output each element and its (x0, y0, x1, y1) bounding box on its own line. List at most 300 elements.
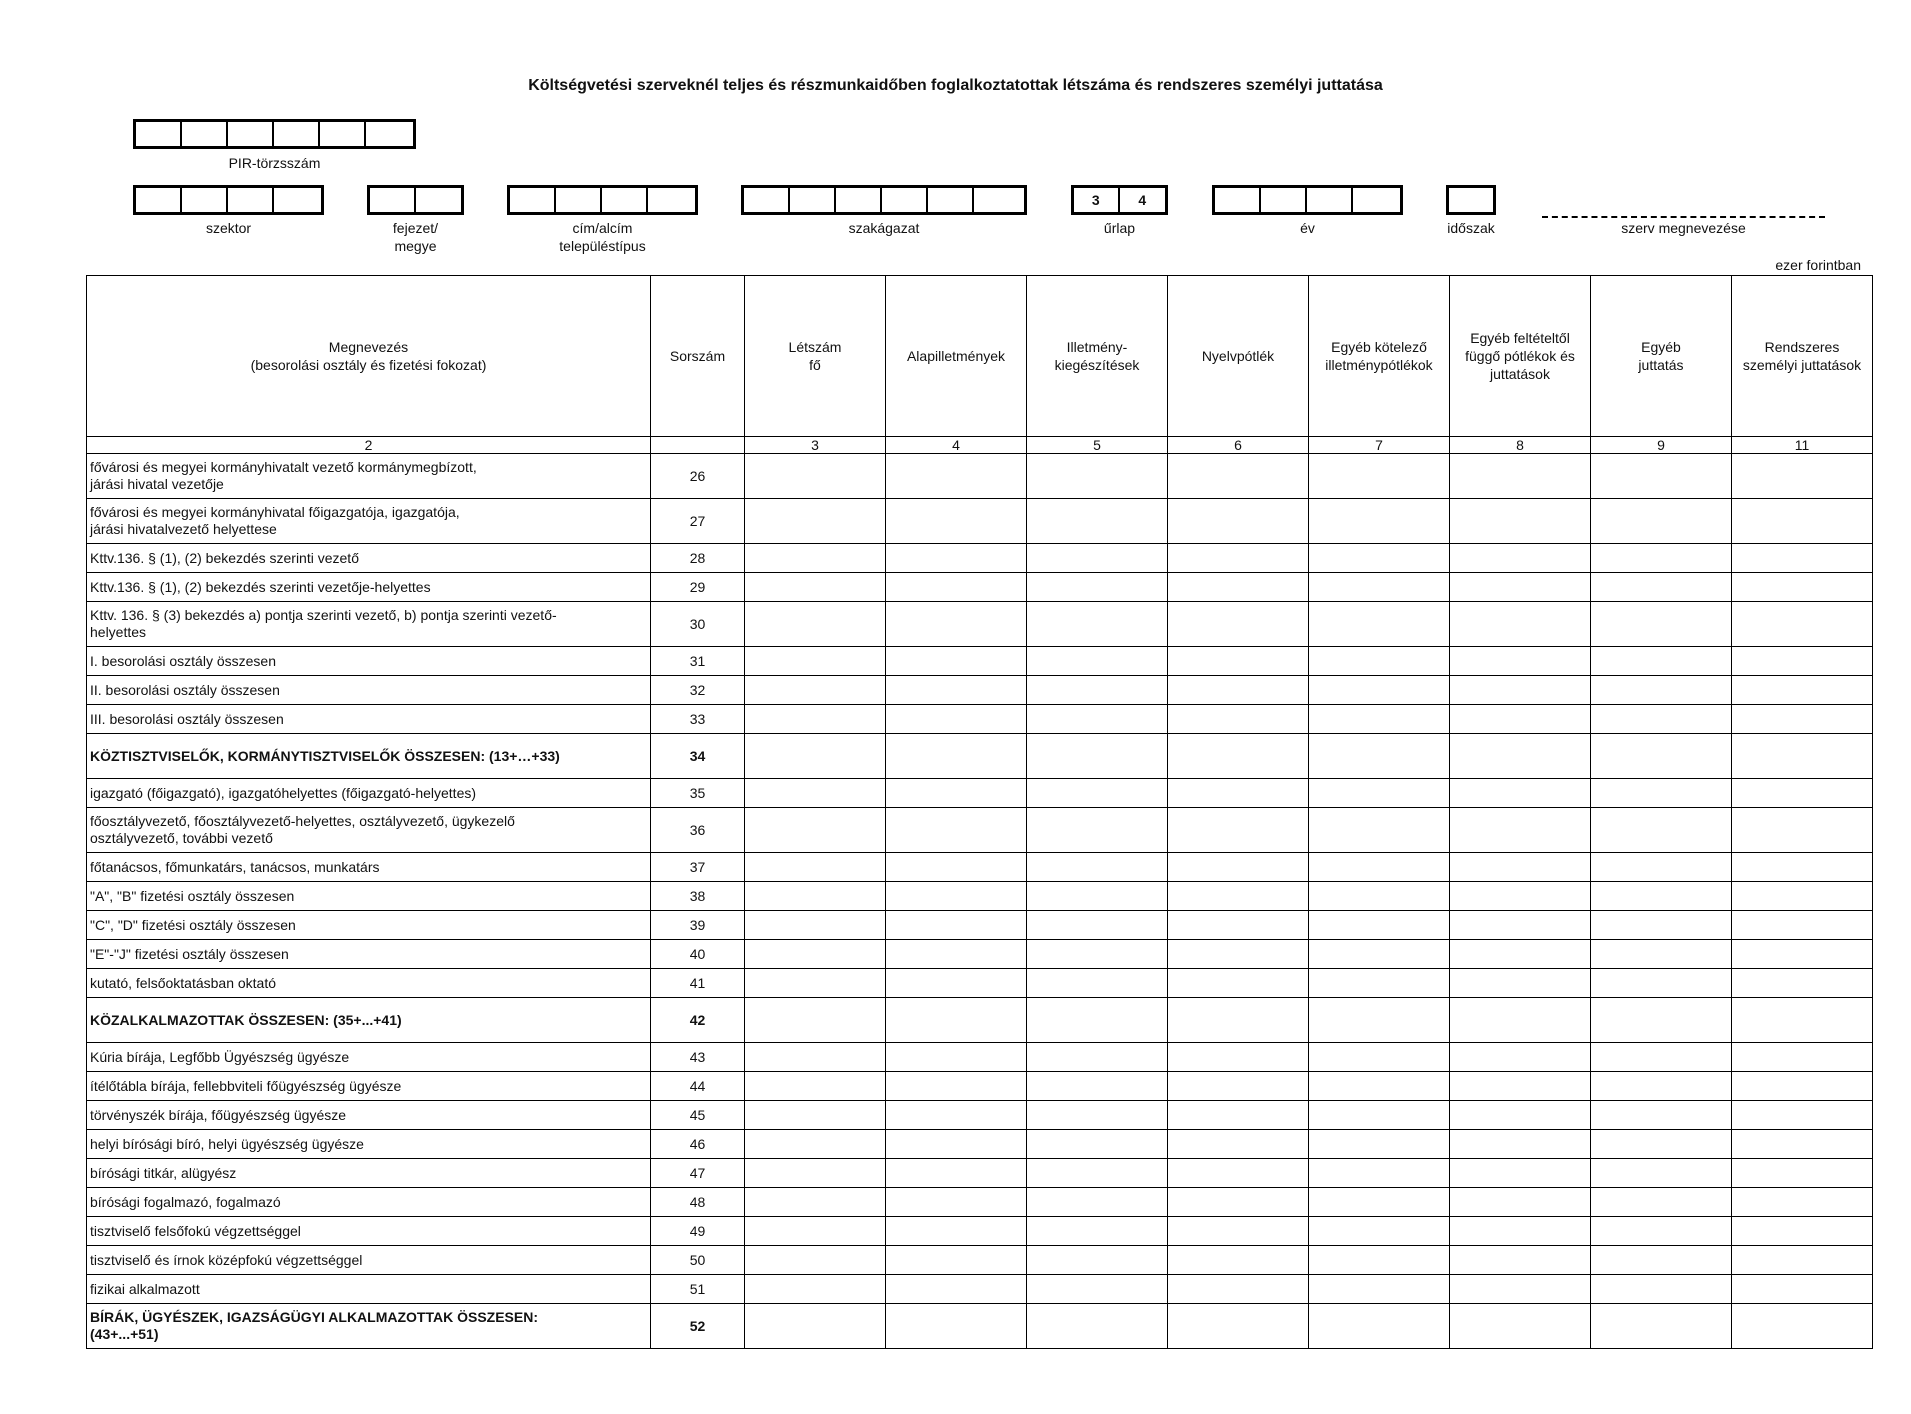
table-row (87, 940, 1873, 969)
value-cell[interactable] (1309, 1217, 1450, 1246)
value-cell[interactable] (1168, 808, 1309, 853)
unit-label: ezer forintban (1775, 257, 1861, 273)
value-cell[interactable] (1027, 853, 1168, 882)
row-label: "E"-"J" fizetési osztály összesen (87, 940, 651, 969)
row-number: 29 (651, 573, 745, 602)
value-cell[interactable] (1309, 998, 1450, 1043)
value-cell[interactable] (1732, 1217, 1873, 1246)
value-cell[interactable] (1591, 998, 1732, 1043)
value-cell[interactable] (745, 1043, 886, 1072)
szakagazat-boxes[interactable] (741, 185, 1027, 215)
value-cell[interactable] (1591, 1188, 1732, 1217)
value-cell[interactable] (1450, 454, 1591, 499)
fejezet-label-line1: fejezet/ (392, 220, 439, 236)
value-cell[interactable] (1168, 853, 1309, 882)
value-cell[interactable] (1309, 1043, 1450, 1072)
value-cell[interactable] (1309, 705, 1450, 734)
value-cell[interactable] (886, 779, 1027, 808)
pir-label: PIR-törzsszám (228, 155, 321, 171)
value-cell[interactable] (1591, 1101, 1732, 1130)
value-cell[interactable] (886, 602, 1027, 647)
value-cell[interactable] (1450, 853, 1591, 882)
value-cell[interactable] (886, 911, 1027, 940)
fejezet-label-line2: megye (394, 238, 437, 254)
value-cell[interactable] (886, 1043, 1027, 1072)
row-number: 32 (651, 676, 745, 705)
szektor-boxes[interactable] (133, 185, 324, 215)
value-cell[interactable] (1450, 1188, 1591, 1217)
value-cell[interactable] (1450, 1159, 1591, 1188)
value-cell[interactable] (1450, 1304, 1591, 1349)
row-label: fizikai alkalmazott (87, 1275, 651, 1304)
row-label: törvényszék bírája, főügyészség ügyésze (87, 1101, 651, 1130)
column-index: 11 (1732, 437, 1873, 454)
row-label: főosztályvezető, főosztályvezető-helyettes, osztályvezető, ügykezelő osztályvezető, további vezető (87, 808, 651, 853)
value-cell[interactable] (1168, 1217, 1309, 1246)
cim-label-line2: településtípus (559, 238, 646, 254)
value-cell[interactable] (1591, 779, 1732, 808)
table-row (87, 676, 1873, 705)
row-label: II. besorolási osztály összesen (87, 676, 651, 705)
row-label: bírósági titkár, alügyész (87, 1159, 651, 1188)
table-row (87, 998, 1873, 1043)
value-cell[interactable] (1591, 940, 1732, 969)
value-cell[interactable] (886, 1304, 1027, 1349)
value-cell[interactable] (1168, 647, 1309, 676)
urlap-digit-2: 4 (1138, 192, 1147, 208)
value-cell[interactable] (1309, 647, 1450, 676)
value-cell[interactable] (745, 676, 886, 705)
table-row (87, 1159, 1873, 1188)
ev-boxes[interactable] (1212, 185, 1403, 215)
row-number: 39 (651, 911, 745, 940)
value-cell[interactable] (1027, 1304, 1168, 1349)
value-cell[interactable] (1027, 499, 1168, 544)
value-cell[interactable] (1027, 454, 1168, 499)
value-cell[interactable] (1591, 1072, 1732, 1101)
value-cell[interactable] (1168, 998, 1309, 1043)
value-cell[interactable] (886, 1188, 1027, 1217)
cim-label (507, 219, 698, 255)
row-number: 47 (651, 1159, 745, 1188)
value-cell[interactable] (1027, 676, 1168, 705)
urlap-digit-1: 3 (1074, 188, 1120, 212)
value-cell[interactable] (1027, 1246, 1168, 1275)
value-cell[interactable] (1591, 454, 1732, 499)
value-cell[interactable] (745, 1072, 886, 1101)
value-cell[interactable] (1168, 676, 1309, 705)
row-number: 40 (651, 940, 745, 969)
value-cell[interactable] (1450, 882, 1591, 911)
value-cell[interactable] (1450, 647, 1591, 676)
value-cell[interactable] (886, 969, 1027, 998)
column-header: Illetmény- kiegészítések (1027, 276, 1168, 437)
column-index: 9 (1591, 437, 1732, 454)
value-cell[interactable] (1591, 573, 1732, 602)
idoszak-box[interactable] (1446, 185, 1496, 215)
value-cell[interactable] (745, 853, 886, 882)
cim-label-line1: cím/alcím (572, 220, 633, 236)
value-cell[interactable] (745, 573, 886, 602)
value-cell[interactable] (1732, 1246, 1873, 1275)
column-index: 6 (1168, 437, 1309, 454)
value-cell[interactable] (1450, 544, 1591, 573)
value-cell[interactable] (1027, 808, 1168, 853)
value-cell[interactable] (745, 1217, 886, 1246)
value-cell[interactable] (1591, 853, 1732, 882)
row-label: helyi bírósági bíró, helyi ügyészség ügyésze (87, 1130, 651, 1159)
value-cell[interactable] (745, 1304, 886, 1349)
pir-number-boxes[interactable] (133, 119, 416, 149)
value-cell[interactable] (1591, 499, 1732, 544)
value-cell[interactable] (886, 808, 1027, 853)
row-label: igazgató (főigazgató), igazgatóhelyettes (főigazgató-helyettes) (87, 779, 651, 808)
value-cell[interactable] (886, 998, 1027, 1043)
row-number: 27 (651, 499, 745, 544)
value-cell[interactable] (1732, 602, 1873, 647)
value-cell[interactable] (1309, 573, 1450, 602)
row-label: tisztviselő felsőfokú végzettséggel (87, 1217, 651, 1246)
value-cell[interactable] (1309, 734, 1450, 779)
value-cell[interactable] (1450, 1130, 1591, 1159)
table-row (87, 853, 1873, 882)
value-cell[interactable] (745, 499, 886, 544)
value-cell[interactable] (1027, 882, 1168, 911)
value-cell[interactable] (1591, 1304, 1732, 1349)
value-cell[interactable] (745, 1130, 886, 1159)
value-cell[interactable] (886, 1101, 1027, 1130)
value-cell[interactable] (1309, 676, 1450, 705)
value-cell[interactable] (886, 1246, 1027, 1275)
value-cell[interactable] (1309, 499, 1450, 544)
value-cell[interactable] (1732, 1188, 1873, 1217)
table-row (87, 1130, 1873, 1159)
value-cell[interactable] (1450, 969, 1591, 998)
table-row (87, 647, 1873, 676)
value-cell[interactable] (1732, 734, 1873, 779)
table-row (87, 499, 1873, 544)
urlap-boxes (1071, 185, 1168, 215)
value-cell[interactable] (1027, 998, 1168, 1043)
value-cell[interactable] (1168, 911, 1309, 940)
row-label: fővárosi és megyei kormányhivatal főigazgatója, igazgatója, járási hivatalvezető helyettese (87, 499, 651, 544)
value-cell[interactable] (1732, 1304, 1873, 1349)
value-cell[interactable] (1027, 940, 1168, 969)
value-cell[interactable] (1309, 969, 1450, 998)
value-cell[interactable] (745, 969, 886, 998)
szektor-label: szektor (205, 220, 252, 236)
value-cell[interactable] (886, 676, 1027, 705)
value-cell[interactable] (1732, 573, 1873, 602)
value-cell[interactable] (886, 1275, 1027, 1304)
value-cell[interactable] (886, 1072, 1027, 1101)
value-cell[interactable] (745, 1275, 886, 1304)
value-cell[interactable] (1027, 1159, 1168, 1188)
value-cell[interactable] (1450, 1101, 1591, 1130)
value-cell[interactable] (1732, 779, 1873, 808)
value-cell[interactable] (1027, 1188, 1168, 1217)
value-cell[interactable] (1732, 911, 1873, 940)
row-number: 37 (651, 853, 745, 882)
value-cell[interactable] (1168, 1188, 1309, 1217)
column-index: 3 (745, 437, 886, 454)
row-label: "A", "B" fizetési osztály összesen (87, 882, 651, 911)
value-cell[interactable] (745, 602, 886, 647)
value-cell[interactable] (1309, 1130, 1450, 1159)
value-cell[interactable] (1591, 676, 1732, 705)
value-cell[interactable] (1168, 499, 1309, 544)
value-cell[interactable] (1168, 1072, 1309, 1101)
table-row (87, 1246, 1873, 1275)
value-cell[interactable] (745, 454, 886, 499)
row-number: 49 (651, 1217, 745, 1246)
value-cell[interactable] (1168, 602, 1309, 647)
szerv-name-line[interactable] (1542, 216, 1825, 218)
value-cell[interactable] (1309, 911, 1450, 940)
value-cell[interactable] (1450, 1217, 1591, 1246)
table-row (87, 808, 1873, 853)
value-cell[interactable] (745, 911, 886, 940)
value-cell[interactable] (886, 1217, 1027, 1246)
value-cell[interactable] (1309, 1101, 1450, 1130)
value-cell[interactable] (1450, 602, 1591, 647)
row-label: KÖZTISZTVISELŐK, KORMÁNYTISZTVISELŐK ÖSSZESEN: (13+…+33) (87, 734, 651, 779)
value-cell[interactable] (1027, 1072, 1168, 1101)
value-cell[interactable] (1168, 1101, 1309, 1130)
column-index: 7 (1309, 437, 1450, 454)
value-cell[interactable] (1732, 998, 1873, 1043)
value-cell[interactable] (1027, 573, 1168, 602)
value-cell[interactable] (1309, 1246, 1450, 1275)
value-cell[interactable] (1591, 882, 1732, 911)
value-cell[interactable] (1168, 1304, 1309, 1349)
value-cell[interactable] (1450, 573, 1591, 602)
value-cell[interactable] (1591, 1217, 1732, 1246)
value-cell[interactable] (1450, 1043, 1591, 1072)
value-cell[interactable] (1450, 1072, 1591, 1101)
value-cell[interactable] (1168, 734, 1309, 779)
value-cell[interactable] (1168, 1043, 1309, 1072)
value-cell[interactable] (1309, 544, 1450, 573)
value-cell[interactable] (886, 1159, 1027, 1188)
value-cell[interactable] (1309, 882, 1450, 911)
value-cell[interactable] (1591, 911, 1732, 940)
value-cell[interactable] (1450, 998, 1591, 1043)
value-cell[interactable] (1732, 853, 1873, 882)
value-cell[interactable] (1450, 779, 1591, 808)
row-number: 28 (651, 544, 745, 573)
value-cell[interactable] (1450, 676, 1591, 705)
value-cell[interactable] (1591, 734, 1732, 779)
value-cell[interactable] (1591, 602, 1732, 647)
value-cell[interactable] (1309, 1188, 1450, 1217)
value-cell[interactable] (1732, 1101, 1873, 1130)
value-cell[interactable] (1309, 1275, 1450, 1304)
table-row (87, 1072, 1873, 1101)
value-cell[interactable] (1591, 1130, 1732, 1159)
row-number: 30 (651, 602, 745, 647)
value-cell[interactable] (745, 882, 886, 911)
value-cell[interactable] (1027, 647, 1168, 676)
row-number: 41 (651, 969, 745, 998)
value-cell[interactable] (745, 1159, 886, 1188)
row-number: 36 (651, 808, 745, 853)
value-cell[interactable] (1732, 882, 1873, 911)
value-cell[interactable] (1309, 602, 1450, 647)
value-cell[interactable] (1591, 1275, 1732, 1304)
value-cell[interactable] (745, 647, 886, 676)
column-index: 8 (1450, 437, 1591, 454)
value-cell[interactable] (1309, 454, 1450, 499)
value-cell[interactable] (1732, 544, 1873, 573)
value-cell[interactable] (1168, 1130, 1309, 1159)
value-cell[interactable] (745, 705, 886, 734)
value-cell[interactable] (1450, 940, 1591, 969)
value-cell[interactable] (1027, 911, 1168, 940)
value-cell[interactable] (1732, 676, 1873, 705)
value-cell[interactable] (886, 1130, 1027, 1159)
value-cell[interactable] (1309, 853, 1450, 882)
fejezet-boxes[interactable] (367, 185, 464, 215)
value-cell[interactable] (886, 544, 1027, 573)
value-cell[interactable] (1309, 779, 1450, 808)
table-row (87, 779, 1873, 808)
value-cell[interactable] (745, 734, 886, 779)
row-label: bírósági fogalmazó, fogalmazó (87, 1188, 651, 1217)
value-cell[interactable] (886, 940, 1027, 969)
value-cell[interactable] (1027, 779, 1168, 808)
value-cell[interactable] (1450, 734, 1591, 779)
value-cell[interactable] (1027, 705, 1168, 734)
value-cell[interactable] (745, 998, 886, 1043)
value-cell[interactable] (1450, 808, 1591, 853)
value-cell[interactable] (1450, 1246, 1591, 1275)
value-cell[interactable] (1027, 969, 1168, 998)
szerv-label: szerv megnevezése (1621, 220, 1746, 236)
value-cell[interactable] (1732, 940, 1873, 969)
row-number: 48 (651, 1188, 745, 1217)
value-cell[interactable] (1027, 1217, 1168, 1246)
row-label: főtanácsos, főmunkatárs, tanácsos, munkatárs (87, 853, 651, 882)
value-cell[interactable] (886, 705, 1027, 734)
value-cell[interactable] (745, 1101, 886, 1130)
row-number: 31 (651, 647, 745, 676)
value-cell[interactable] (886, 499, 1027, 544)
value-cell[interactable] (1027, 1101, 1168, 1130)
column-header: Egyéb kötelező illetménypótlékok (1309, 276, 1450, 437)
value-cell[interactable] (745, 1188, 886, 1217)
column-header: Alapilletmények (886, 276, 1027, 437)
column-index-row (87, 437, 1873, 454)
column-header: Egyéb feltételtől függő pótlékok és juttatások (1450, 276, 1591, 437)
value-cell[interactable] (1309, 940, 1450, 969)
row-label: I. besorolási osztály összesen (87, 647, 651, 676)
value-cell[interactable] (1591, 808, 1732, 853)
column-header: Sorszám (651, 276, 745, 437)
value-cell[interactable] (1168, 1275, 1309, 1304)
row-label: tisztviselő és írnok középfokú végzettséggel (87, 1246, 651, 1275)
value-cell[interactable] (1732, 454, 1873, 499)
value-cell[interactable] (1027, 734, 1168, 779)
table-row (87, 969, 1873, 998)
value-cell[interactable] (886, 853, 1027, 882)
value-cell[interactable] (1309, 1159, 1450, 1188)
value-cell[interactable] (1027, 602, 1168, 647)
value-cell[interactable] (1450, 499, 1591, 544)
value-cell[interactable] (886, 734, 1027, 779)
value-cell[interactable] (886, 573, 1027, 602)
value-cell[interactable] (1168, 544, 1309, 573)
value-cell[interactable] (745, 940, 886, 969)
value-cell[interactable] (1168, 779, 1309, 808)
value-cell[interactable] (745, 808, 886, 853)
value-cell[interactable] (1732, 1159, 1873, 1188)
value-cell[interactable] (1450, 1275, 1591, 1304)
value-cell[interactable] (1591, 969, 1732, 998)
row-label: III. besorolási osztály összesen (87, 705, 651, 734)
value-cell[interactable] (1732, 647, 1873, 676)
cim-boxes[interactable] (507, 185, 698, 215)
value-cell[interactable] (1027, 1130, 1168, 1159)
value-cell[interactable] (1732, 808, 1873, 853)
value-cell[interactable] (1591, 1159, 1732, 1188)
column-index (651, 437, 745, 454)
row-label: "C", "D" fizetési osztály összesen (87, 911, 651, 940)
value-cell[interactable] (1027, 1043, 1168, 1072)
value-cell[interactable] (1732, 705, 1873, 734)
value-cell[interactable] (1450, 705, 1591, 734)
value-cell[interactable] (745, 544, 886, 573)
value-cell[interactable] (1168, 940, 1309, 969)
value-cell[interactable] (1732, 1130, 1873, 1159)
table-row (87, 1304, 1873, 1349)
value-cell[interactable] (1027, 1275, 1168, 1304)
row-label: fővárosi és megyei kormányhivatalt vezető kormánymegbízott, járási hivatal vezetője (87, 454, 651, 499)
value-cell[interactable] (886, 454, 1027, 499)
value-cell[interactable] (1591, 647, 1732, 676)
row-label: KÖZALKALMAZOTTAK ÖSSZESEN: (35+...+41) (87, 998, 651, 1043)
value-cell[interactable] (1168, 969, 1309, 998)
value-cell[interactable] (886, 882, 1027, 911)
value-cell[interactable] (1732, 1072, 1873, 1101)
value-cell[interactable] (1168, 705, 1309, 734)
value-cell[interactable] (1591, 1043, 1732, 1072)
value-cell[interactable] (1168, 454, 1309, 499)
table-row (87, 1043, 1873, 1072)
value-cell[interactable] (1168, 882, 1309, 911)
value-cell[interactable] (1732, 1043, 1873, 1072)
value-cell[interactable] (1732, 499, 1873, 544)
value-cell[interactable] (1168, 1159, 1309, 1188)
value-cell[interactable] (1591, 1246, 1732, 1275)
value-cell[interactable] (1309, 1072, 1450, 1101)
value-cell[interactable] (745, 1246, 886, 1275)
value-cell[interactable] (1591, 544, 1732, 573)
value-cell[interactable] (886, 647, 1027, 676)
row-number: 42 (651, 998, 745, 1043)
value-cell[interactable] (1732, 1275, 1873, 1304)
table-row (87, 544, 1873, 573)
value-cell[interactable] (1450, 911, 1591, 940)
value-cell[interactable] (1027, 544, 1168, 573)
value-cell[interactable] (1168, 573, 1309, 602)
value-cell[interactable] (1309, 1304, 1450, 1349)
value-cell[interactable] (1309, 808, 1450, 853)
value-cell[interactable] (1591, 705, 1732, 734)
value-cell[interactable] (745, 779, 886, 808)
value-cell[interactable] (1168, 1246, 1309, 1275)
value-cell[interactable] (1732, 969, 1873, 998)
